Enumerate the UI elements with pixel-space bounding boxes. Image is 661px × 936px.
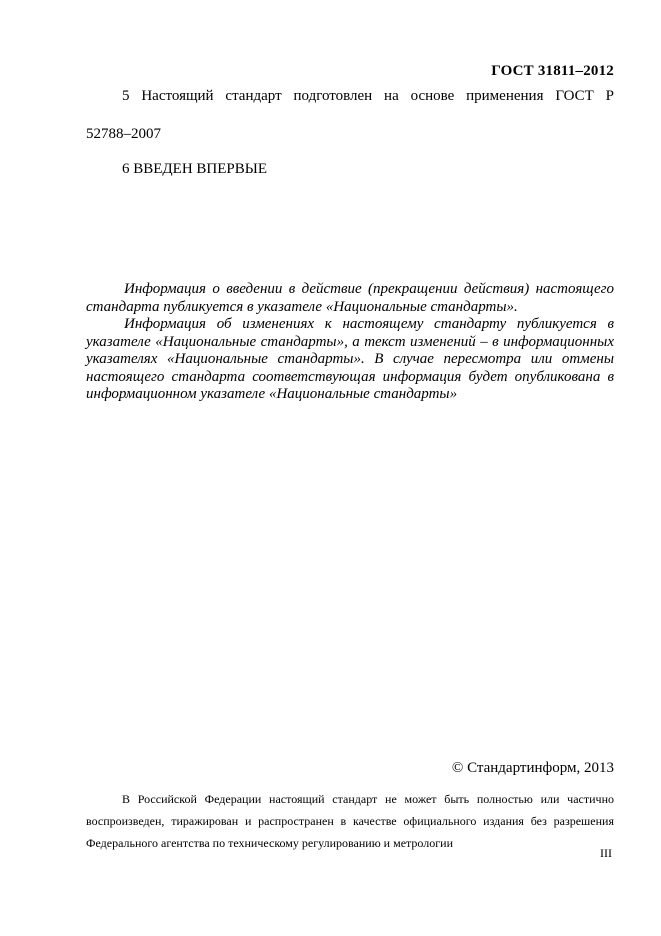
info-paragraph-changes: Информация об изменениях к настоящему стандарту публикуется в указателе «Национальные стандарты», а текст изменений – в информационных указателях «Национальные стандарты». В случае пересмотра или отмены настоящего стандарта соответствующая информация будет опубликована в информационном указателе «Национальные стандарты»	[86, 316, 614, 402]
reproduction-notice	[86, 788, 614, 854]
section-item-6: 6 ВВЕДЕН ВПЕРВЫЕ	[122, 161, 267, 177]
section-item-5	[86, 81, 614, 149]
section-item-5-line-2: 52788–2007	[86, 126, 161, 142]
info-paragraph-introduction: Информация о введении в действие (прекращении действия) настоящего стандарта публикуется в указателе «Национальные стандарты».	[86, 281, 614, 315]
info-block	[86, 281, 614, 404]
copyright: © Стандартинформ, 2013	[451, 760, 614, 776]
reproduction-notice-text: В Российской Федерации настоящий стандарт не может быть полностью или частично воспроизведен, тиражирован и распространен в качестве официального издания без разрешения Федерального агентства по техническому регулированию и метрологии	[86, 792, 614, 850]
standard-code: ГОСТ 31811–2012	[491, 63, 614, 79]
section-item-5-line-1: 5 Настоящий стандарт подготовлен на основе применения ГОСТ Р	[122, 88, 614, 104]
page-number: III	[600, 846, 612, 860]
